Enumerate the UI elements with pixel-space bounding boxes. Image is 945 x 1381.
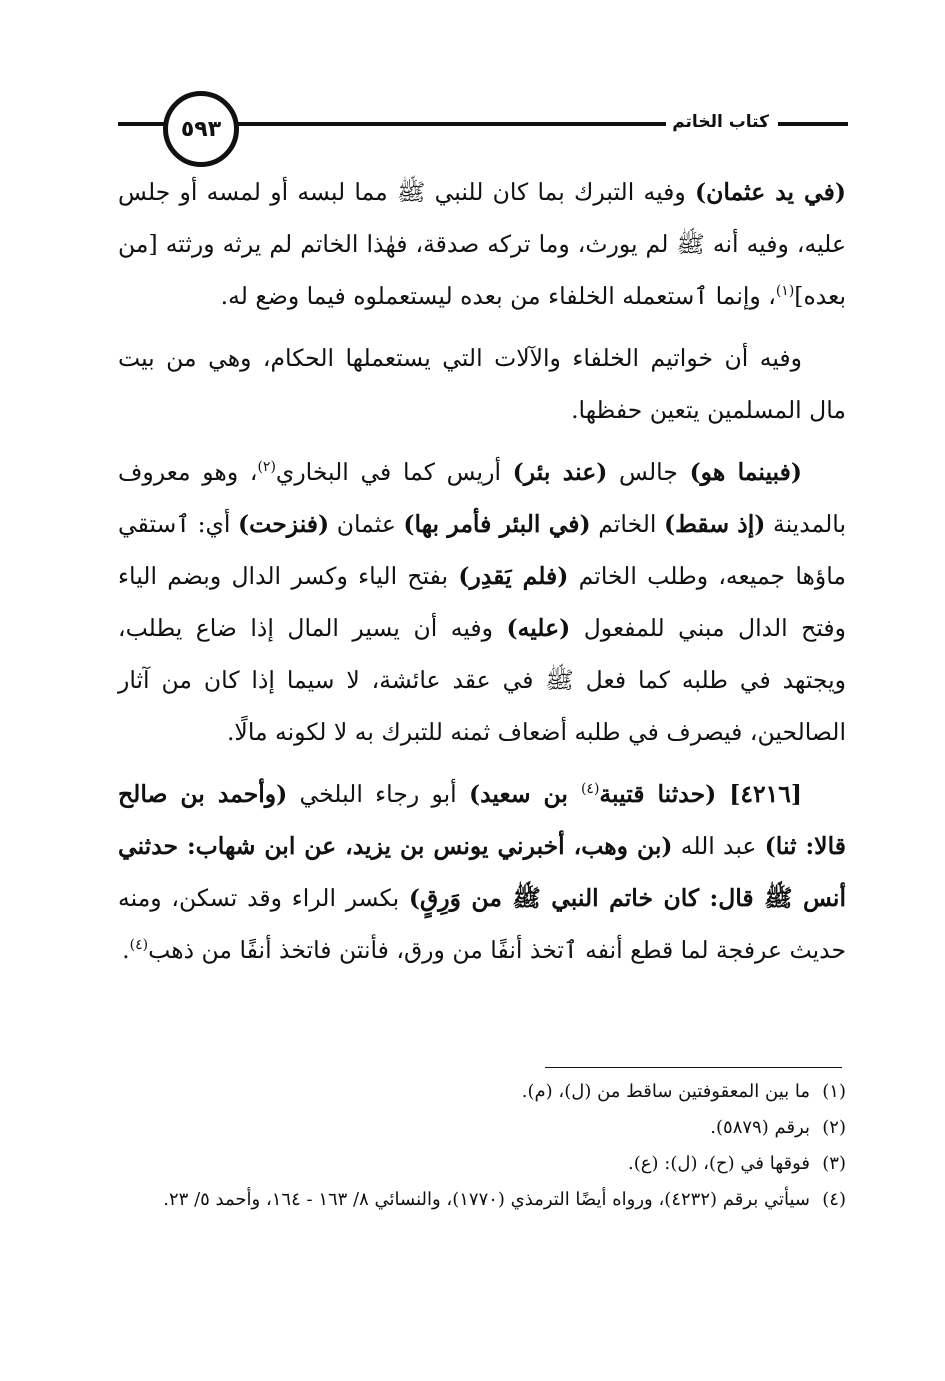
footnote-ref-1: (١) bbox=[775, 283, 795, 299]
quoted-text: (فلم يَقدِر) bbox=[458, 562, 569, 590]
quoted-text: (عليه) bbox=[506, 614, 571, 642]
footnotes bbox=[118, 1074, 846, 1218]
footnote-number: (٢) bbox=[822, 1117, 846, 1138]
footnote-text: ما بين المعقوفتين ساقط من (ل)، (م). bbox=[521, 1081, 810, 1102]
page-header bbox=[118, 88, 853, 164]
quoted-text: (في البئر فأمر بها) bbox=[403, 510, 591, 538]
footnote-number: (٤) bbox=[822, 1189, 846, 1210]
commentary-text: ، وهو معروف بالمدينة bbox=[118, 458, 846, 538]
main-text bbox=[118, 166, 846, 986]
footnote-number: (٣) bbox=[822, 1153, 846, 1174]
paragraph-4-hadith bbox=[118, 768, 846, 976]
header-rule-middle bbox=[226, 122, 726, 126]
commentary-text: بكسر الراء وقد تسكن، ومنه حديث عرفجة لما قطع أنفه ٱتخذ أنفًا من ورق، فأنتن فاتخذ أنفًا من ذهب bbox=[118, 884, 846, 964]
footnote-number: (١) bbox=[822, 1081, 846, 1102]
footnote-ref-4: (٤) bbox=[129, 937, 149, 953]
commentary-text: بفتح الياء وكسر الدال وبضم الياء وفتح الدال مبني للمفعول bbox=[118, 562, 846, 642]
commentary-text: عثمان bbox=[329, 510, 404, 538]
quoted-text: (بن وهب، أخبرني يونس بن يزيد، عن ابن شهاب: حدثني أنس ﷺ قال: كان خاتم النبي ﷺ من وَرِقٍ) bbox=[118, 832, 846, 912]
header-rule-right bbox=[778, 122, 848, 126]
header-rule-left bbox=[118, 122, 166, 126]
commentary-text: وفيه التبرك بما كان للنبي ﷺ مما لبسه أو لمسه أو جلس عليه، وفيه أنه ﷺ لم يورث، وما تركه صدقة، فهٰذا الخاتم لم يرثه ورثته [من بعده] bbox=[118, 178, 846, 310]
quoted-text: (إذ سقط) bbox=[664, 510, 766, 538]
footnote-text: فوقها في (ح)، (ل): (ع). bbox=[628, 1153, 810, 1174]
quoted-text: (وأحمد بن صالح قالا: ثنا) bbox=[118, 780, 846, 860]
commentary-text: أريس كما في البخاري bbox=[275, 458, 513, 486]
footnote-item bbox=[118, 1182, 846, 1218]
quoted-text: بن سعيد) bbox=[468, 780, 581, 808]
hadith-number: [٤٢١٦] bbox=[716, 780, 802, 808]
commentary-text: وفيه أن خواتيم الخلفاء والآلات التي يستعملها الحكام، وهي من بيت مال المسلمين يتعين حفظها. bbox=[118, 344, 846, 424]
footnote-item bbox=[118, 1074, 846, 1110]
quoted-text: (عند بئر) bbox=[512, 458, 608, 486]
footnote-ref-3: (٤) bbox=[580, 781, 600, 797]
commentary-text: أي: ٱستقي ماؤها جميعه، وطلب الخاتم bbox=[118, 510, 846, 590]
commentary-text: وفيه أن يسير المال إذا ضاع يطلب، ويجتهد في طلبه كما فعل ﷺ في عقد عائشة، لا سيما إذا كان من آثار الصالحين، فيصرف في طلبه أضعاف ثمنه للتبرك به لا لكونه مالًا. bbox=[118, 614, 846, 746]
footnote-separator bbox=[545, 1067, 842, 1068]
commentary-text: جالس bbox=[607, 458, 690, 486]
footnote-ref-2: (٢) bbox=[257, 459, 276, 475]
commentary-text: الخاتم bbox=[590, 510, 664, 538]
footnote-text: برقم (٥٨٧٩). bbox=[710, 1117, 810, 1138]
footnote-item bbox=[118, 1110, 846, 1146]
paragraph-2 bbox=[118, 332, 846, 436]
quoted-text: (فبينما هو) bbox=[689, 458, 802, 486]
footnote-item bbox=[118, 1146, 846, 1182]
commentary-text: أبو رجاء البلخي bbox=[287, 780, 469, 808]
quoted-text: (فنزحت) bbox=[238, 510, 330, 538]
commentary-text: . bbox=[122, 936, 130, 964]
paragraph-1 bbox=[118, 166, 846, 322]
commentary-text: ، وإنما ٱستعمله الخلفاء من بعده ليستعملوه فيما وضع له. bbox=[220, 282, 776, 310]
chapter-title: كتاب الخاتم bbox=[666, 110, 775, 134]
footnote-text: سيأتي برقم (٤٢٣٢)، ورواه أيضًا الترمذي (١٧٧٠)، والنسائي ٨/ ١٦٣ - ١٦٤، وأحمد ٥/ ٢٣. bbox=[163, 1189, 810, 1210]
paragraph-3 bbox=[118, 446, 846, 758]
commentary-text: عبد الله bbox=[672, 832, 765, 860]
page-number: ٥٩٣ bbox=[163, 91, 239, 167]
quoted-text: (حدثنا قتيبة bbox=[599, 780, 717, 808]
quoted-text: (في يد عثمان) bbox=[695, 178, 846, 206]
